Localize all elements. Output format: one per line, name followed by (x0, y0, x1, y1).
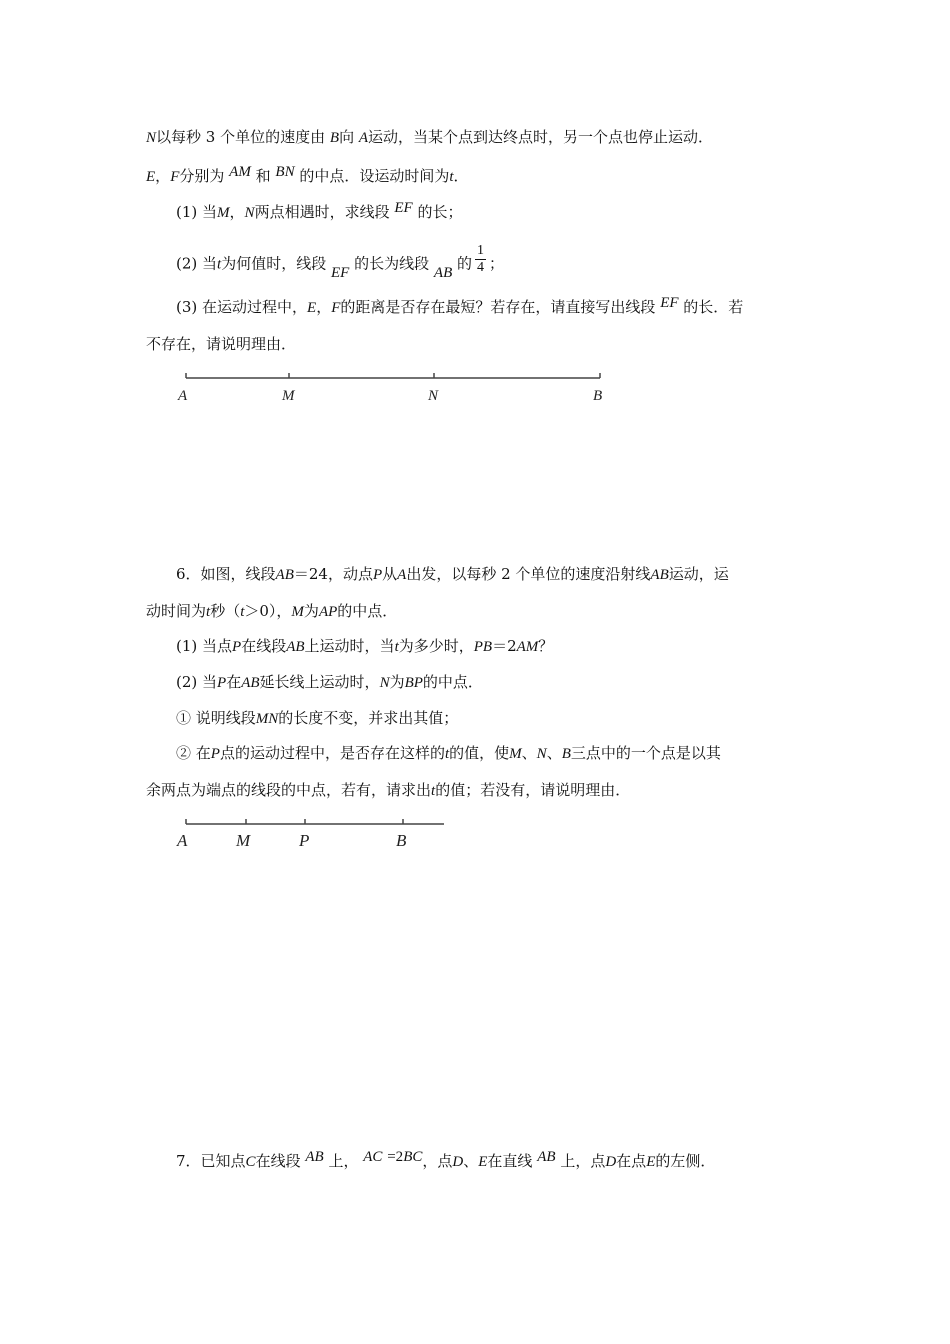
p6-line-1: 6．如图，线段AB＝24，动点P从A出发，以每秒 2 个单位的速度沿射线AB运动，运 (176, 565, 729, 583)
point-label-b: B (396, 831, 407, 850)
p5-segment-diagram (170, 368, 620, 408)
p6-segment-diagram (170, 814, 460, 854)
p6-line-2: 动时间为t秒（t＞0），M为AP的中点． (146, 602, 398, 620)
p5-line-1: N以每秒 3 个单位的速度由 B向 A运动，当某个点到达终点时，另一个点也停止运动． (146, 128, 714, 146)
p5-question-1: (1) 当M，N两点相遇时，求线段 EF 的长； (176, 200, 463, 221)
p5-line-2: E，F分别为 AM 和 BN 的中点．设运动时间为t． (146, 164, 469, 185)
p6-question-2-part-2: ② 在P点的运动过程中，是否存在这样的t的值，使M、N、B三点中的一个点是以其 (176, 744, 721, 762)
p5-question-3-continued: 不存在，请说明理由． (146, 335, 297, 353)
point-label-a: A (177, 831, 188, 850)
fraction-one-quarter: $\frac{1}{4}$ (477, 243, 485, 275)
point-label-m: M (236, 831, 251, 850)
p6-question-2: (2) 当P在AB延长线上运动时，N为BP的中点． (176, 673, 483, 691)
point-label-a: A (178, 388, 188, 404)
p5-question-3: (3) 在运动过程中，E，F的距离是否存在最短？若存在，请直接写出线段 EF 的长．若 (176, 295, 744, 316)
point-label-p: P (299, 831, 310, 850)
point-label-b: B (593, 388, 603, 404)
p6-question-2-part-1: ① 说明线段MN的长度不变，并求出其值； (176, 709, 459, 727)
p5-question-2: (2) 当t为何值时，线段 EF 的长为线段 AB 的 $\frac{1}{4}$ ； (176, 243, 505, 281)
p6-question-1: (1) 当点P在线段AB上运动时，当t为多少时，PB＝2AM？ (176, 637, 554, 655)
p7-line-1: 7．已知点C在线段 AB 上， AC =2BC，点D、E在直线 AB 上，点D在点E的左侧． (176, 1149, 716, 1170)
point-label-n: N (428, 388, 439, 404)
p6-question-2-part-2-continued: 余两点为端点的线段的中点，若有，请求出t的值；若没有，请说明理由． (146, 781, 631, 799)
point-label-m: M (282, 388, 295, 404)
